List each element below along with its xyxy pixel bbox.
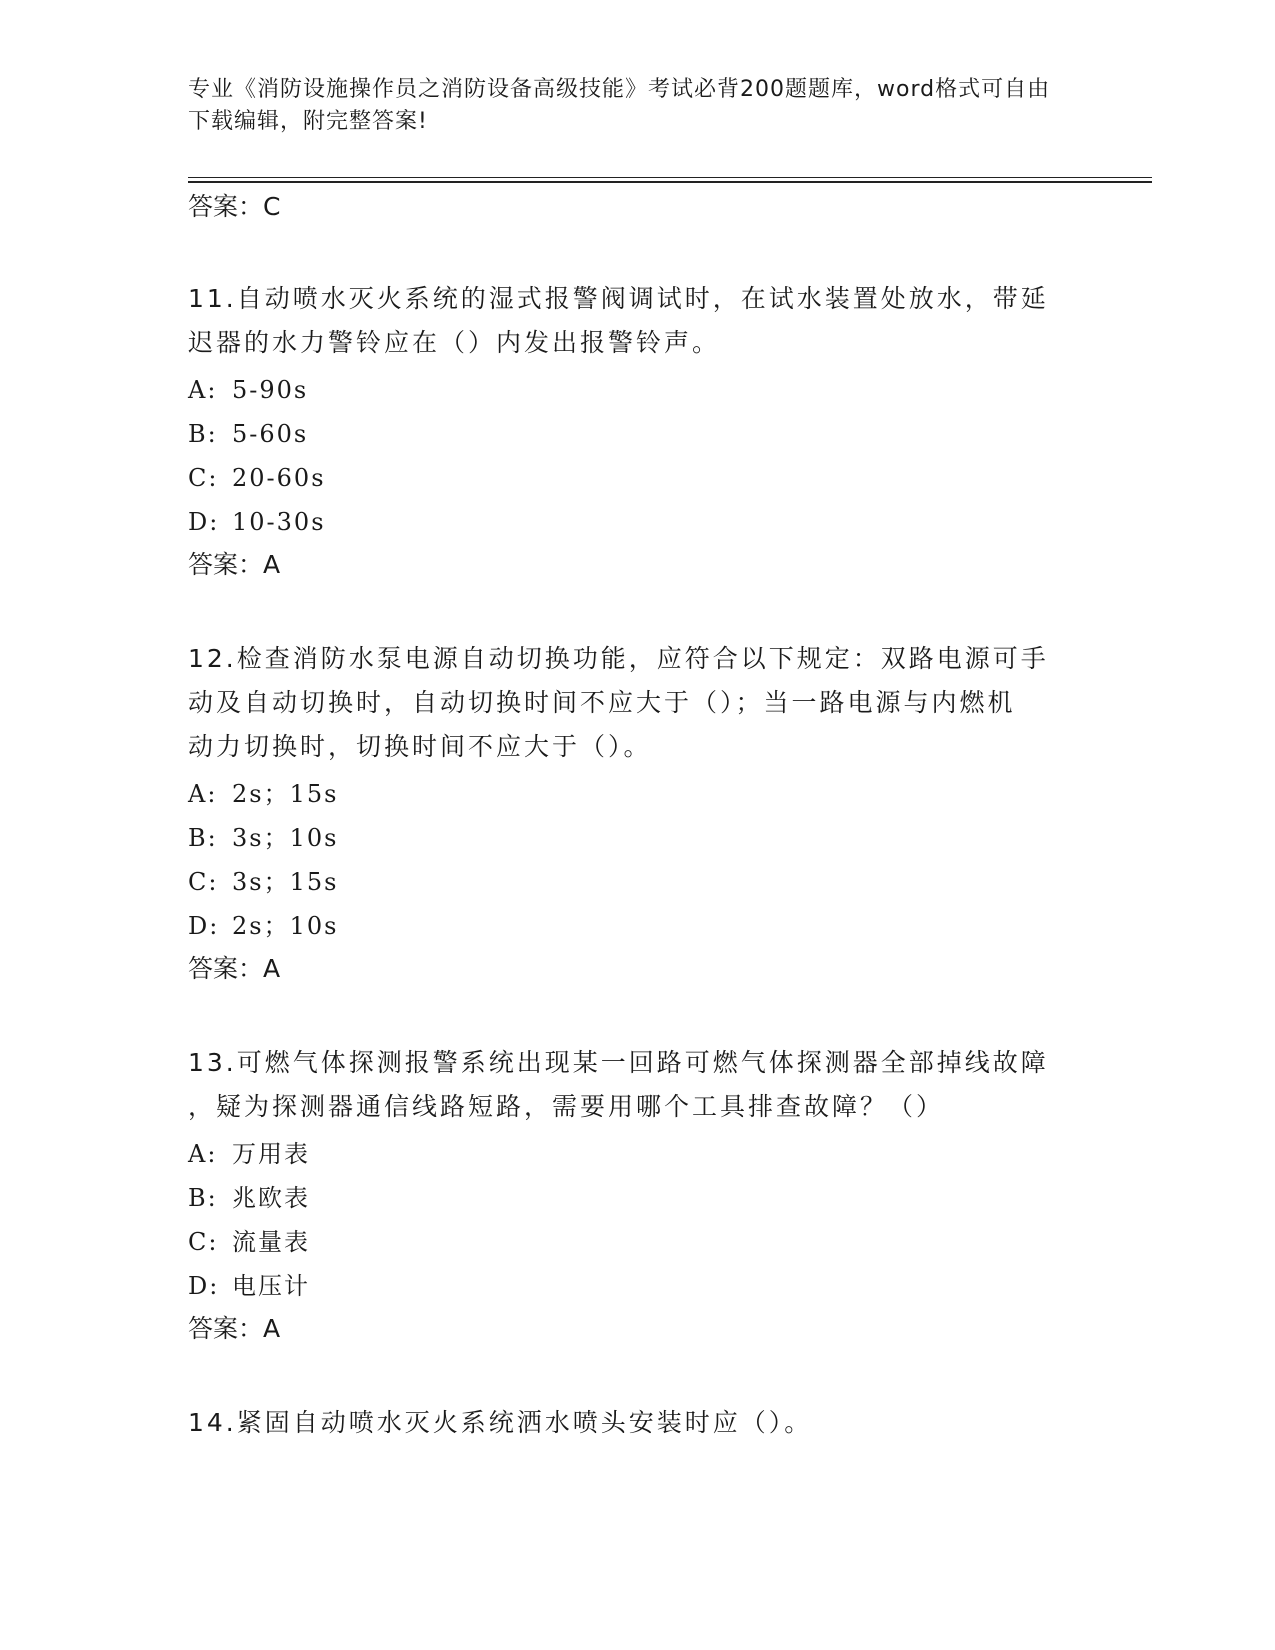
- option-text: 5-60s: [232, 420, 309, 448]
- option-letter: B:: [188, 824, 218, 852]
- option-letter: D:: [188, 508, 220, 536]
- question-11-stem-line-1: 11.自动喷水灭火系统的湿式报警阀调试时，在试水装置处放水，带延: [188, 284, 1049, 313]
- option-text: 2s；10s: [232, 912, 339, 940]
- option-letter: B:: [188, 1184, 218, 1212]
- question-12-stem-line-2: 动及自动切换时，自动切换时间不应大于（）；当一路电源与内燃机: [188, 688, 1016, 717]
- question-12-option-d: [188, 910, 338, 942]
- question-13-option-c: [188, 1226, 310, 1258]
- option-letter: A:: [188, 780, 218, 808]
- question-11-option-d: [188, 506, 326, 538]
- option-text: 电压计: [232, 1272, 310, 1300]
- answer-q10: 答案：C: [188, 192, 281, 221]
- option-letter: B:: [188, 420, 218, 448]
- question-13-stem-line-1: 13.可燃气体探测报警系统出现某一回路可燃气体探测器全部掉线故障: [188, 1048, 1049, 1077]
- option-letter: D:: [188, 1272, 220, 1300]
- option-text: 10-30s: [232, 508, 326, 536]
- answer-q13: 答案：A: [188, 1314, 281, 1343]
- option-letter: A:: [188, 1140, 218, 1168]
- option-text: 万用表: [232, 1140, 310, 1168]
- option-letter: A:: [188, 376, 218, 404]
- question-13-option-a: [188, 1138, 310, 1170]
- document-header: 专业《消防设施操作员之消防设备高级技能》考试必背200题题库，word格式可自由下载编辑，附完整答案!: [188, 77, 1051, 134]
- option-text: 2s；15s: [232, 780, 339, 808]
- option-letter: C:: [188, 868, 219, 896]
- question-13-option-b: [188, 1182, 310, 1214]
- header-divider-thick: [188, 181, 1152, 183]
- option-letter: C:: [188, 1228, 219, 1256]
- question-12-stem-line-1: 12.检查消防水泵电源自动切换功能，应符合以下规定：双路电源可手: [188, 644, 1049, 673]
- option-text: 3s；15s: [232, 868, 339, 896]
- question-13-stem-line-2: ，疑为探测器通信线路短路，需要用哪个工具排查故障？（）: [188, 1092, 945, 1121]
- question-11-option-b: [188, 418, 308, 450]
- option-text: 5-90s: [232, 376, 309, 404]
- question-11-option-c: [188, 462, 326, 494]
- option-letter: C:: [188, 464, 219, 492]
- option-text: 流量表: [232, 1228, 310, 1256]
- answer-q12: 答案：A: [188, 954, 281, 983]
- option-letter: D:: [188, 912, 220, 940]
- question-11-option-a: [188, 374, 308, 406]
- question-11-stem-line-2: 迟器的水力警铃应在（）内发出报警铃声。: [188, 328, 721, 357]
- option-text: 3s；10s: [232, 824, 339, 852]
- question-12-option-c: [188, 866, 338, 898]
- question-12-stem-line-3: 动力切换时，切换时间不应大于（）。: [188, 732, 652, 761]
- header-divider-thin: [188, 177, 1152, 178]
- question-12-option-b: [188, 822, 338, 854]
- question-14-stem-line-1: 14.紧固自动喷水灭火系统洒水喷头安装时应（）。: [188, 1408, 813, 1437]
- option-text: 兆欧表: [232, 1184, 310, 1212]
- answer-q11: 答案：A: [188, 550, 281, 579]
- option-text: 20-60s: [232, 464, 326, 492]
- question-12-option-a: [188, 778, 338, 810]
- question-13-option-d: [188, 1270, 310, 1302]
